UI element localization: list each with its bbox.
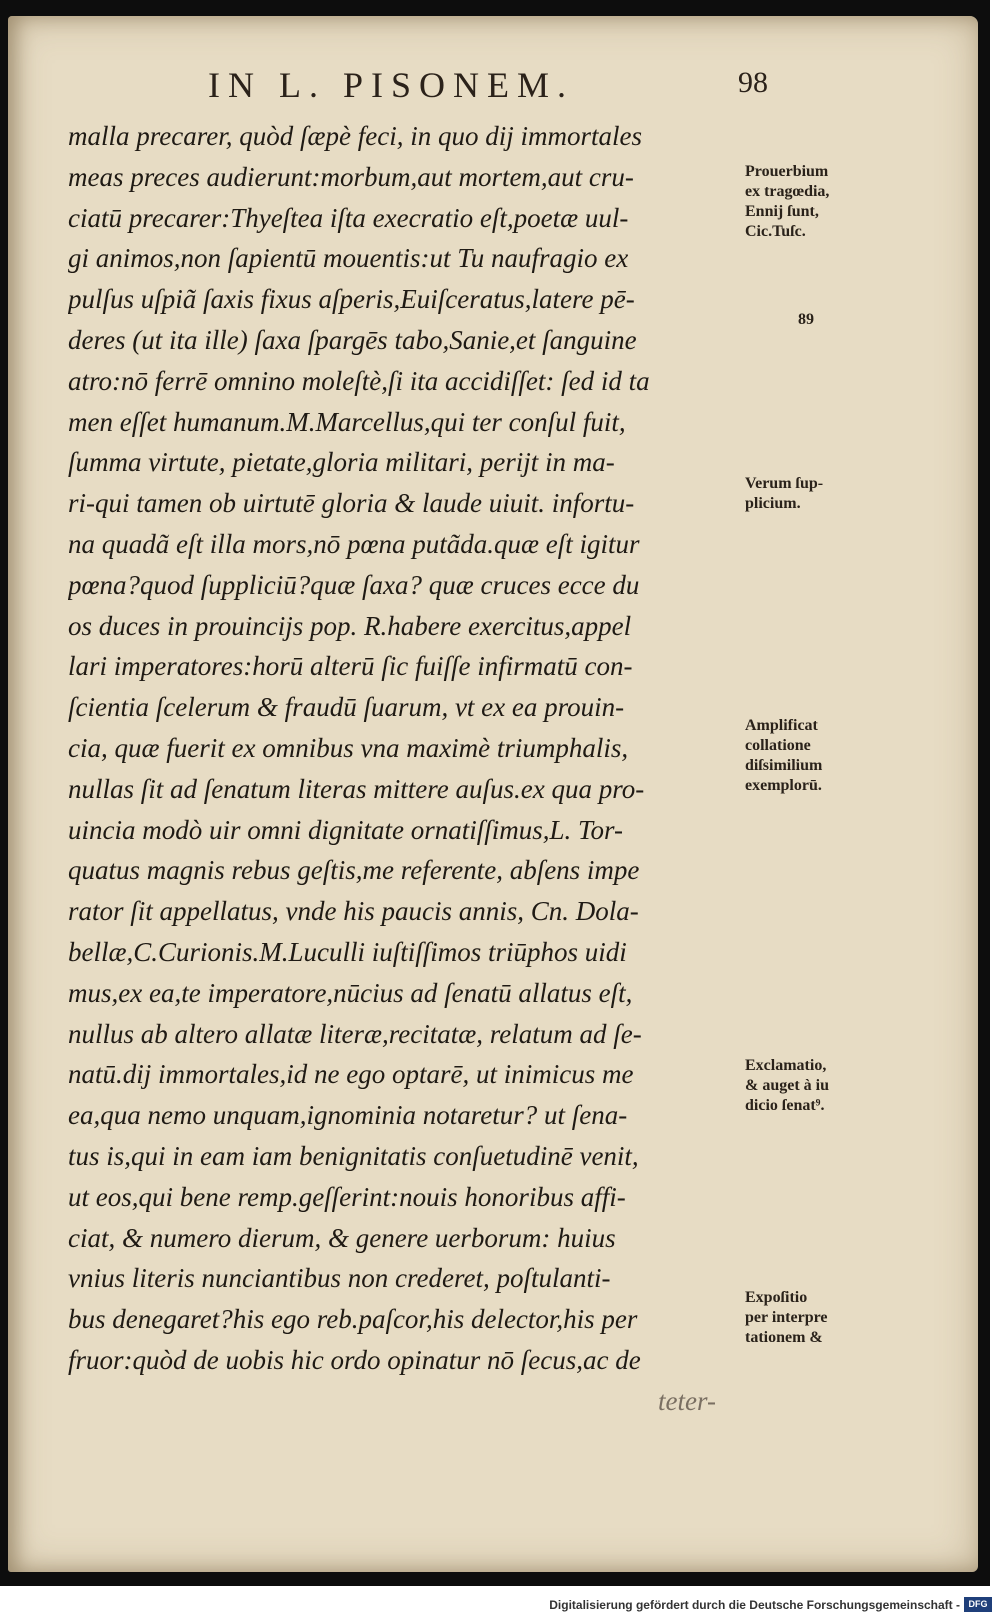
- margin-note-proverb: [745, 162, 895, 242]
- text-line: deres (ut ita ille) ſaxa ſpargēs tabo,Sanie,et ſanguine: [68, 324, 637, 355]
- running-head-title: IN L. PISONEM.: [208, 65, 575, 105]
- text-line: ciat, & numero dierum, & genere uerborum: huius: [68, 1222, 616, 1253]
- text-line: vnius literis nunciantibus non crederet, poſtulanti-: [68, 1263, 611, 1294]
- margin-note-line: Cic.Tuſc.: [745, 223, 806, 240]
- book-page: [8, 16, 978, 1572]
- text-line: men eſſet humanum.M.Marcellus,qui ter conſul fuit,: [68, 406, 626, 437]
- margin-note-line: Prouerbium: [745, 163, 829, 180]
- dfg-logo: DFG: [964, 1597, 992, 1612]
- margin-note-supplicium: [745, 474, 895, 514]
- text-line: na quadã eſt illa mors,nō pœna putãda.quæ eſt igitur: [68, 528, 640, 559]
- margin-note-line: exemplorū.: [745, 777, 822, 794]
- margin-note-line: & auget à iu: [745, 1077, 829, 1094]
- margin-note-line: plicium.: [745, 495, 801, 512]
- text-line: ſcientia ſcelerum & fraudū ſuarum, vt ex ea prouin-: [68, 692, 625, 723]
- margin-note-amplificat: [745, 716, 895, 796]
- margin-note-line: ex tragœdia,: [745, 183, 830, 200]
- margin-note-line: Verum ſup-: [745, 475, 824, 492]
- text-line: mus,ex ea,te imperatore,nūcius ad ſenatū allatus eſt,: [68, 977, 633, 1008]
- text-line: pœna?quod ſuppliciū?quæ ſaxa? quæ cruces ecce du: [68, 569, 640, 600]
- margin-note-line: per interpre: [745, 1309, 828, 1326]
- margin-note-number: [798, 310, 948, 330]
- margin-note-line: dicio ſenat⁹.: [745, 1097, 825, 1114]
- text-line: rator ſit appellatus, vnde his paucis annis, Cn. Dola-: [68, 896, 639, 927]
- text-line: tus is,qui in eam iam benignitatis conſuetudinē venit,: [68, 1140, 639, 1171]
- text-line: os duces in prouincijs pop. R.habere exercitus,appel: [68, 610, 632, 641]
- text-line: ea,qua nemo unquam,ignominia notaretur? ut ſena-: [68, 1100, 628, 1131]
- margin-note-line: diſsimilium: [745, 757, 823, 774]
- text-line: pulſus uſpiã ſaxis fixus aſperis,Euiſceratus,latere pē-: [68, 284, 635, 315]
- text-line: quatus magnis rebus geſtis,me referente, abſens impe: [68, 855, 640, 886]
- text-line: meas preces audierunt:morbum,aut mortem,aut cru-: [68, 161, 634, 192]
- margin-note-exclamatio: [745, 1056, 895, 1116]
- text-line: nullus ab altero allatæ literæ,recitatæ, relatum ad ſe-: [68, 1018, 642, 1049]
- text-line: natū.dij immortales,id ne ego optarē, ut inimicus me: [68, 1059, 634, 1090]
- text-line: uincia modò uir omni dignitate ornatiſſimus,L. Tor-: [68, 814, 624, 845]
- catchword: teter-: [658, 1386, 716, 1416]
- margin-note-line: tationem &: [745, 1329, 823, 1346]
- margin-note-line: Expoſitio: [745, 1289, 808, 1306]
- footer-bar: [0, 1590, 1000, 1619]
- text-line: cia, quæ fuerit ex omnibus vna maximè triumphalis,: [68, 732, 629, 763]
- text-line: bellæ,C.Curionis.M.Luculli iuſtiſſimos triūphos uidi: [68, 936, 627, 967]
- footer-credit: Digitalisierung gefördert durch die Deutsche Forschungsgemeinschaft -: [549, 1598, 960, 1612]
- text-line: gi animos,non ſapientū mouentis:ut Tu naufragio ex: [68, 243, 629, 274]
- text-line: ri-qui tamen ob uirtutē gloria & laude uiuit. infortu-: [68, 488, 635, 519]
- text-line: bus denegaret?his ego reb.paſcor,his delector,his per: [68, 1304, 638, 1335]
- running-head: [208, 64, 768, 110]
- text-line: ut eos,qui bene remp.geſſerint:nouis honoribus affi-: [68, 1181, 626, 1212]
- text-line: ciatū precarer:Thyeſtea iſta execratio eſt,poetæ uul-: [68, 202, 629, 233]
- text-line: atro:nō ferrē omnino moleſtè,ſi ita accidiſſet: ſed id ta: [68, 365, 650, 396]
- text-line: lari imperatores:horū alterū ſic fuiſſe infirmatū con-: [68, 651, 633, 682]
- folio-number: 98: [738, 66, 768, 99]
- text-line: malla precarer, quòd ſæpè feci, in quo dij immortales: [68, 121, 642, 151]
- text-line: ſumma virtute, pietate,gloria militari, perijt in ma-: [68, 447, 615, 478]
- margin-note-line: Ennij ſunt,: [745, 203, 819, 220]
- margin-note-line: Exclamatio,: [745, 1057, 827, 1074]
- text-line: fruor:quòd de uobis hic ordo opinatur nō ſecus,ac de: [68, 1344, 641, 1375]
- margin-note-line: 89: [798, 311, 814, 328]
- text-line: nullas ſit ad ſenatum literas mittere auſus.ex qua pro-: [68, 773, 645, 804]
- margin-note-line: collatione: [745, 737, 811, 754]
- margin-note-line: Amplificat: [745, 717, 818, 734]
- margin-note-expositio: [745, 1288, 895, 1348]
- body-text: [68, 116, 728, 1381]
